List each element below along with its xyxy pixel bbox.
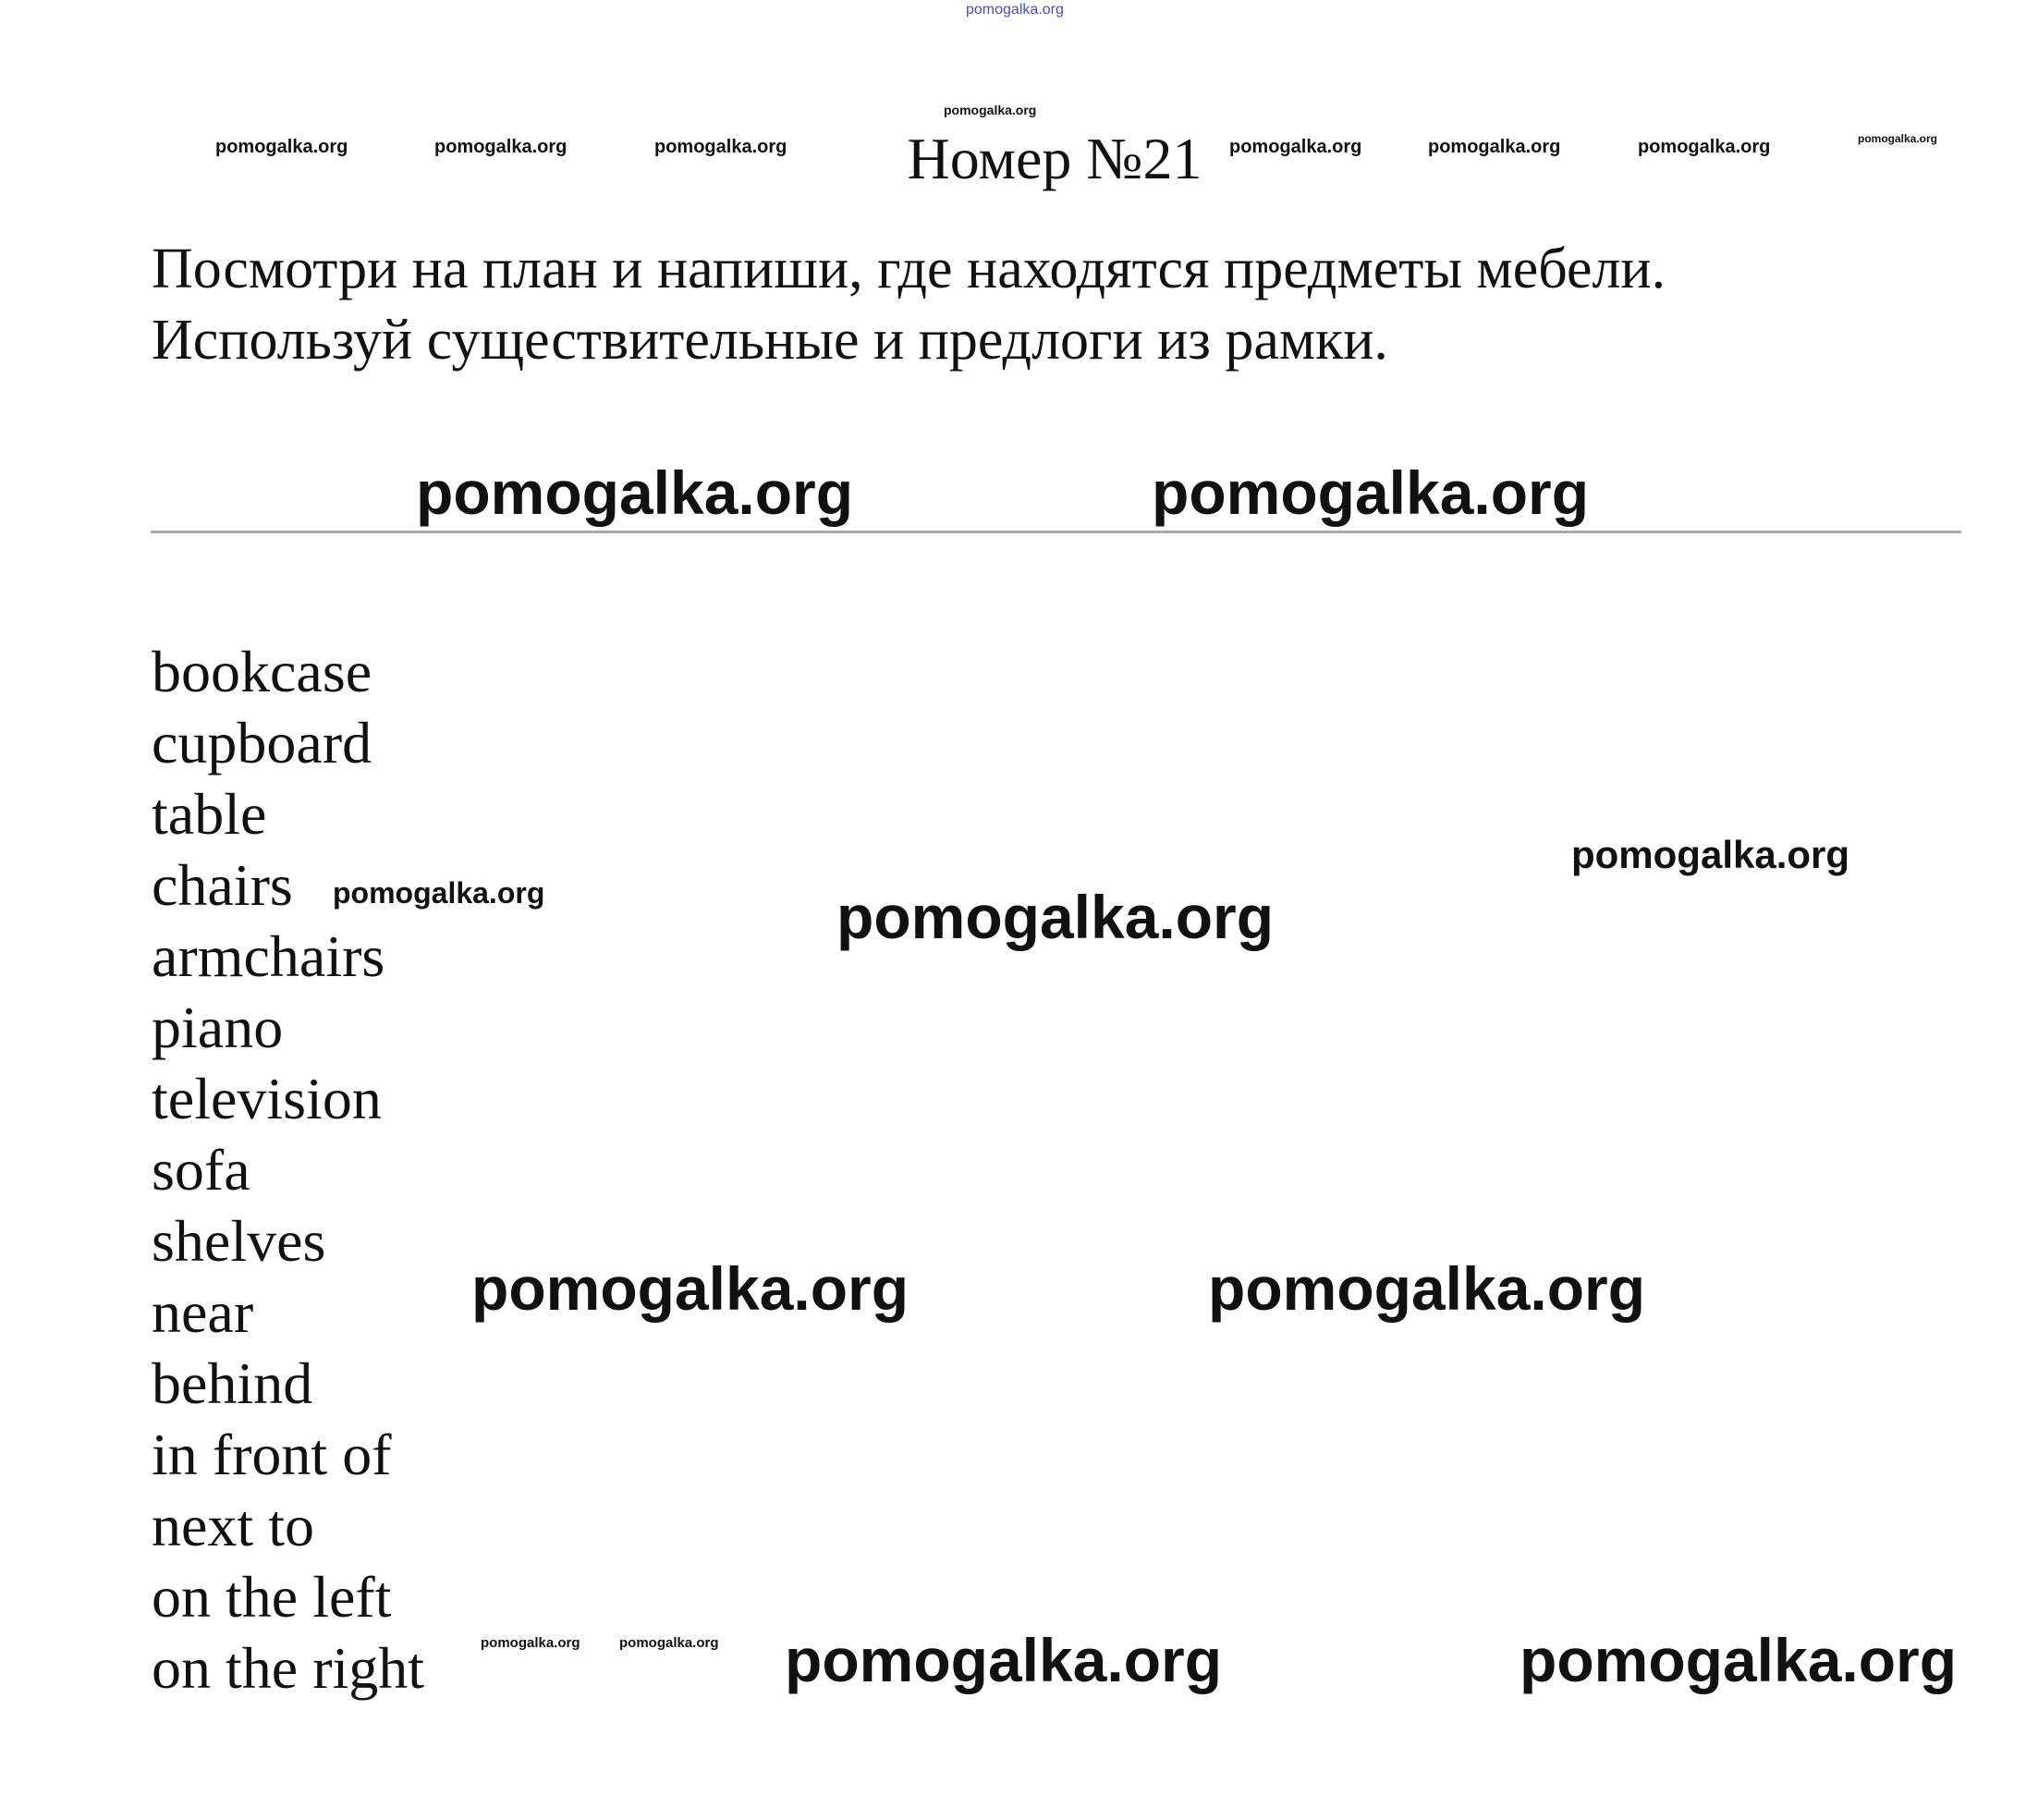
word-item: armchairs bbox=[152, 923, 385, 989]
watermark: pomogalka.org bbox=[1428, 137, 1561, 157]
watermark: pomogalka.org bbox=[481, 1635, 580, 1651]
word-item: cupboard bbox=[152, 710, 372, 776]
word-item: piano bbox=[152, 995, 284, 1060]
word-item: near bbox=[152, 1279, 254, 1345]
watermark: pomogalka.org bbox=[1858, 132, 1938, 145]
watermark: pomogalka.org bbox=[785, 1626, 1223, 1694]
watermark: pomogalka.org bbox=[1229, 137, 1362, 157]
word-item: chairs bbox=[152, 852, 293, 918]
divider bbox=[151, 531, 1961, 533]
instruction-line-1: Посмотри на план и напиши, где находятся предметы мебели. bbox=[152, 238, 1666, 300]
word-item: television bbox=[152, 1066, 382, 1131]
word-item: shelves bbox=[152, 1208, 326, 1274]
watermark: pomogalka.org bbox=[1152, 458, 1590, 527]
watermark: pomogalka.org bbox=[1571, 833, 1850, 876]
watermark: pomogalka.org bbox=[215, 137, 348, 157]
watermark: pomogalka.org bbox=[434, 137, 568, 157]
word-item: behind bbox=[152, 1350, 313, 1416]
watermark: pomogalka.org bbox=[1208, 1254, 1646, 1323]
instruction bbox=[152, 234, 1666, 376]
word-item: on the left bbox=[152, 1564, 392, 1630]
word-box bbox=[152, 636, 424, 1704]
watermark: pomogalka.org bbox=[1520, 1626, 1958, 1694]
watermark: pomogalka.org bbox=[944, 103, 1037, 117]
word-item: sofa bbox=[152, 1137, 250, 1203]
watermark: pomogalka.org bbox=[1638, 137, 1771, 157]
watermark: pomogalka.org bbox=[619, 1635, 719, 1651]
instruction-line-2: Используй существительные и предлоги из рамки. bbox=[152, 309, 1388, 372]
word-item: next to bbox=[152, 1493, 314, 1558]
watermark: pomogalka.org bbox=[836, 883, 1275, 951]
word-item: in front of bbox=[152, 1422, 392, 1487]
watermark: pomogalka.org bbox=[333, 876, 545, 910]
word-item: table bbox=[152, 781, 267, 847]
word-item: bookcase bbox=[152, 639, 372, 704]
watermark: pomogalka.org bbox=[471, 1254, 909, 1323]
word-item: on the right bbox=[152, 1635, 425, 1701]
page-title: Номер №21 bbox=[907, 126, 1202, 191]
watermark: pomogalka.org bbox=[416, 458, 854, 527]
top-watermark: pomogalka.org bbox=[966, 2, 1064, 18]
watermark: pomogalka.org bbox=[654, 137, 787, 157]
